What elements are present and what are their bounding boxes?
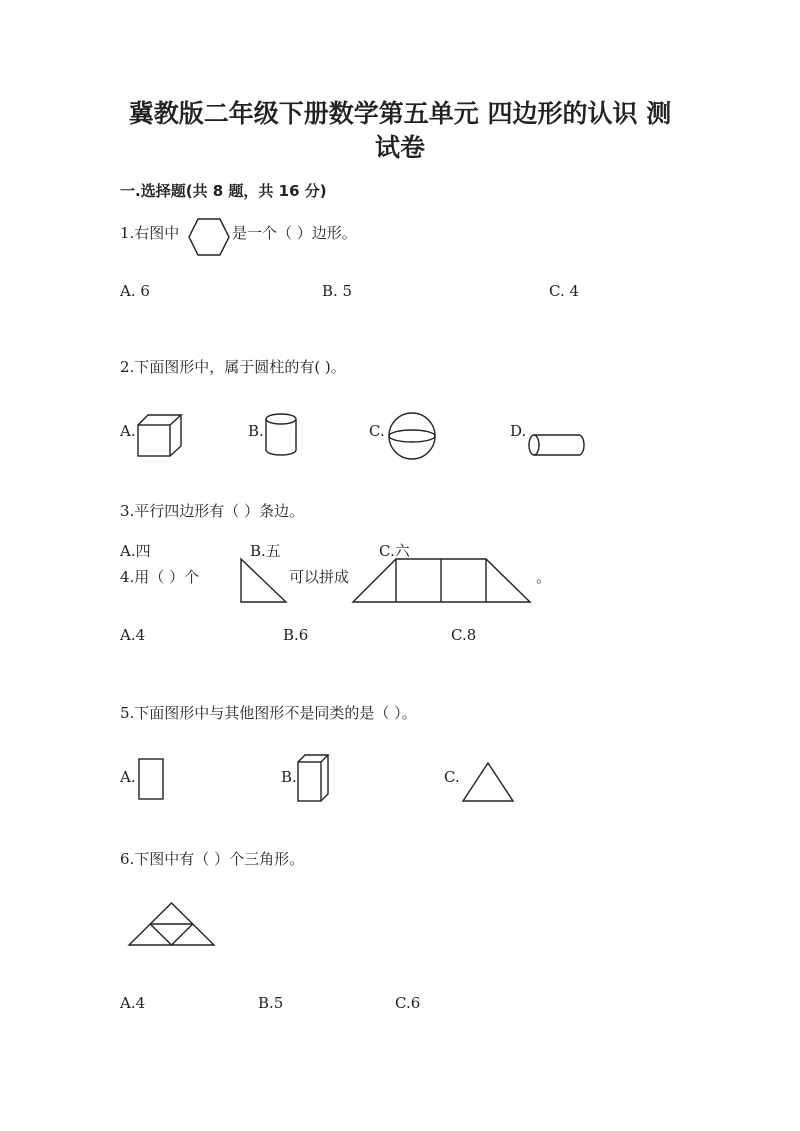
question-3-text: 3.平行四边形有（ ）条边。	[120, 502, 305, 520]
q2-option-a[interactable]: A.	[120, 422, 136, 440]
question-2-text: 2.下面图形中，属于圆柱的有( )。	[120, 358, 346, 376]
q4-option-c[interactable]: C.8	[451, 626, 477, 644]
section-heading: 一.选择题(共 8 题，共 16 分)	[120, 182, 327, 200]
hexagon-figure	[188, 218, 230, 256]
q3-option-b[interactable]: B.五	[250, 542, 281, 560]
q5-option-b[interactable]: B.	[281, 768, 297, 786]
q2-option-b[interactable]: B.	[248, 422, 264, 440]
question-1-prefix: 1.右图中	[120, 224, 180, 242]
cube-figure	[136, 413, 184, 457]
q1-option-a[interactable]: A. 6	[120, 282, 150, 300]
lying-cylinder-figure	[528, 432, 586, 458]
question-1-suffix: 是一个（ ）边形。	[232, 224, 357, 242]
right-triangle-figure	[238, 556, 290, 606]
question-4-prefix: 4.用（ ）个	[120, 568, 200, 586]
page-title-line1: 冀教版二年级下册数学第五单元 四边形的认识 测	[128, 99, 672, 128]
q6-option-a[interactable]: A.4	[120, 994, 146, 1012]
question-4-suffix: 。	[536, 568, 552, 586]
question-5-text: 5.下面图形中与其他图形不是同类的是（ ）。	[120, 704, 417, 722]
q4-option-b[interactable]: B.6	[283, 626, 309, 644]
question-6-text: 6.下图中有（ ）个三角形。	[120, 850, 305, 868]
question-4-middle: 可以拼成	[289, 568, 350, 586]
sphere-figure	[386, 411, 438, 461]
triangle-figure	[460, 760, 516, 804]
q4-option-a[interactable]: A.4	[120, 626, 146, 644]
q3-option-c[interactable]: C.六	[379, 542, 410, 560]
q6-option-c[interactable]: C.6	[395, 994, 421, 1012]
q2-option-c[interactable]: C.	[369, 422, 385, 440]
rectangle-figure	[136, 756, 166, 802]
q1-option-b[interactable]: B. 5	[322, 282, 353, 300]
q6-option-b[interactable]: B.5	[258, 994, 284, 1012]
q5-option-a[interactable]: A.	[120, 768, 136, 786]
cuboid-figure	[295, 752, 333, 804]
page-title-line2: 试卷	[374, 133, 425, 162]
q2-option-d[interactable]: D.	[510, 422, 527, 440]
q5-option-c[interactable]: C.	[444, 768, 460, 786]
composite-triangle-figure	[126, 900, 218, 948]
q3-option-a[interactable]: A.四	[120, 542, 151, 560]
trapezoid-figure	[350, 556, 536, 606]
cylinder-figure	[264, 412, 300, 458]
q1-option-c[interactable]: C. 4	[549, 282, 580, 300]
